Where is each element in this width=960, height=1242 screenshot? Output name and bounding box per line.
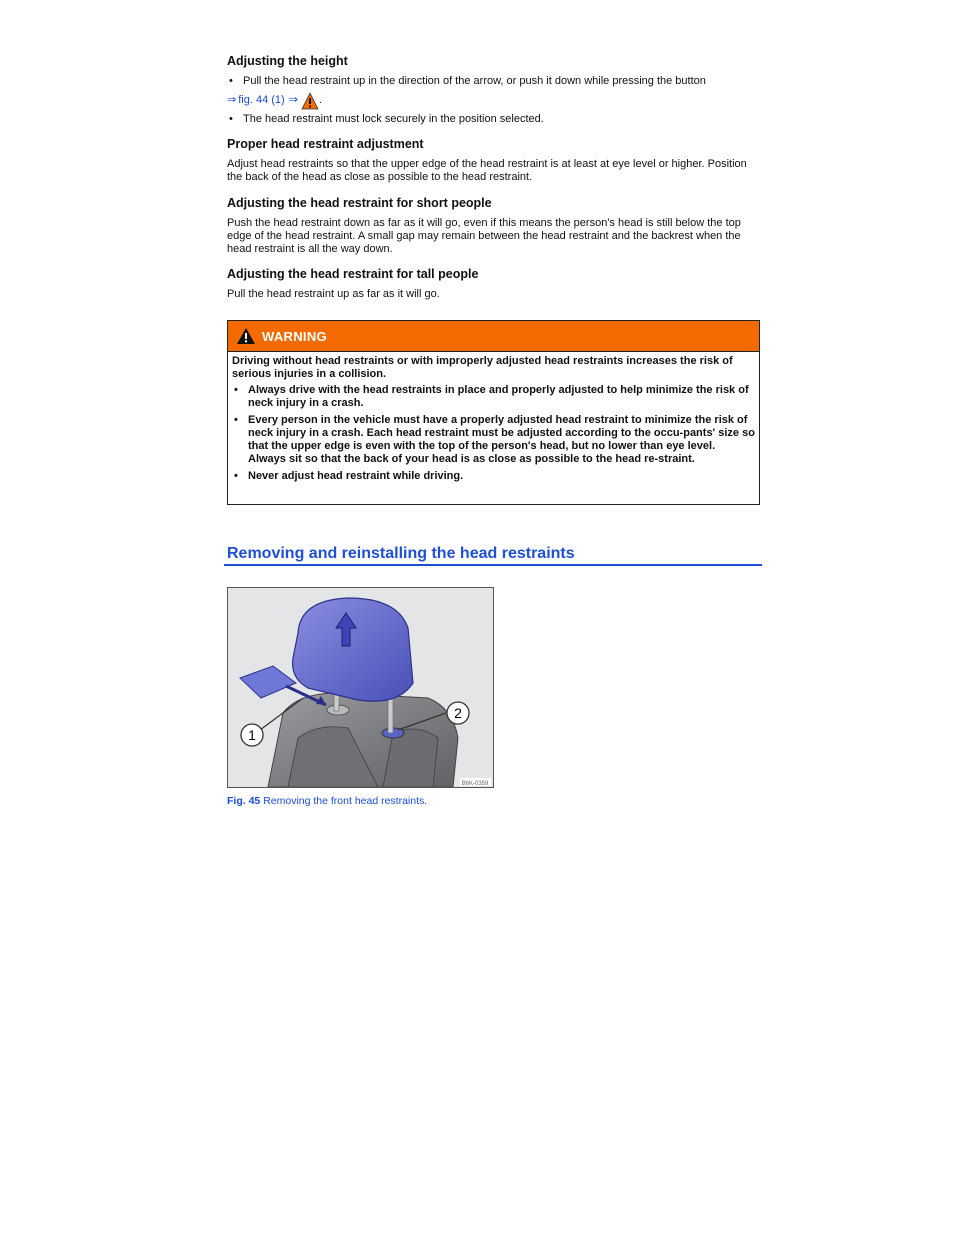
callout-1: 1 bbox=[248, 727, 256, 743]
bullet-dot: • bbox=[229, 75, 233, 87]
caption-label: Fig. 45 bbox=[227, 795, 261, 807]
paragraph-proper-adjustment: Adjust head restraints so that the upper edge of the head restraint is at least at eye level or higher. Position the back of the head as close as possible to the head restraint. bbox=[227, 158, 747, 183]
warning-header bbox=[228, 321, 759, 352]
warning-link-icon[interactable] bbox=[301, 92, 319, 110]
callout-2: 2 bbox=[454, 705, 462, 721]
warning-item-text: Never adjust head restraint while driving. bbox=[248, 470, 464, 482]
figure-link[interactable]: fig. 44 (1) bbox=[238, 94, 285, 106]
warning-icon bbox=[236, 327, 256, 345]
caption-text: Removing the front head restraints. bbox=[263, 795, 428, 807]
bullet-lock-securely bbox=[227, 113, 778, 126]
warning-item bbox=[232, 470, 755, 483]
warning-item bbox=[232, 414, 755, 466]
figure-illustration bbox=[228, 588, 493, 787]
warning-intro: Driving without head restraints or with improperly adjusted head restraints increases the risk of serious injuries in a collision. bbox=[232, 355, 733, 380]
arrow-glyph: ⇒ bbox=[288, 94, 298, 106]
warning-item-text: Every person in the vehicle must have a properly adjusted head restraint to minimize the risk of neck injury in a crash. Each head restraint must be adjusted according to the occu-pants' size so that the upper edge is even with the top of the person's head, but no lower than eye level. Always sit so that the back of your head is as close as possible to the head re-straint. bbox=[248, 414, 755, 465]
heading-tall-people: Adjusting the head restraint for tall people bbox=[227, 267, 479, 281]
heading-short-people: Adjusting the head restraint for short people bbox=[227, 196, 492, 210]
section-divider bbox=[224, 564, 762, 566]
section-title: Removing and reinstalling the head restraints bbox=[227, 545, 575, 562]
figure-code: B6K-0359 bbox=[461, 781, 489, 787]
figure-caption bbox=[227, 795, 427, 807]
period-glyph: . bbox=[318, 94, 322, 106]
warning-item bbox=[232, 384, 755, 410]
bullet-dot: • bbox=[234, 414, 238, 426]
warning-title: WARNING bbox=[262, 328, 327, 344]
warning-box bbox=[227, 320, 760, 505]
bullet-dot: • bbox=[234, 470, 238, 482]
bullet-pull-restraint bbox=[227, 75, 778, 88]
bullet-text: Pull the head restraint up in the direction of the arrow, or push it down while pressing the button bbox=[243, 75, 706, 87]
figure-head-restraint bbox=[227, 587, 494, 788]
cross-reference-line bbox=[227, 90, 322, 110]
bullet-dot: • bbox=[229, 113, 233, 125]
warning-body bbox=[228, 352, 759, 483]
arrow-glyph: ⇒ bbox=[227, 94, 237, 106]
bullet-dot: • bbox=[234, 384, 238, 396]
heading-proper-adjustment: Proper head restraint adjustment bbox=[227, 137, 424, 151]
paragraph-tall-people: Pull the head restraint up as far as it will go. bbox=[227, 288, 440, 300]
paragraph-short-people: Push the head restraint down as far as it will go, even if this means the person's head is still below the top edge of the head restraint. A small gap may remain between the head restraint and the backrest when the head restraint is all the way down. bbox=[227, 217, 741, 255]
bullet-text: The head restraint must lock securely in the position selected. bbox=[243, 113, 544, 125]
heading-adjusting-height: Adjusting the height bbox=[227, 54, 348, 68]
warning-item-text: Always drive with the head restraints in place and properly adjusted to help minimize the risk of neck injury in a crash. bbox=[248, 384, 749, 409]
